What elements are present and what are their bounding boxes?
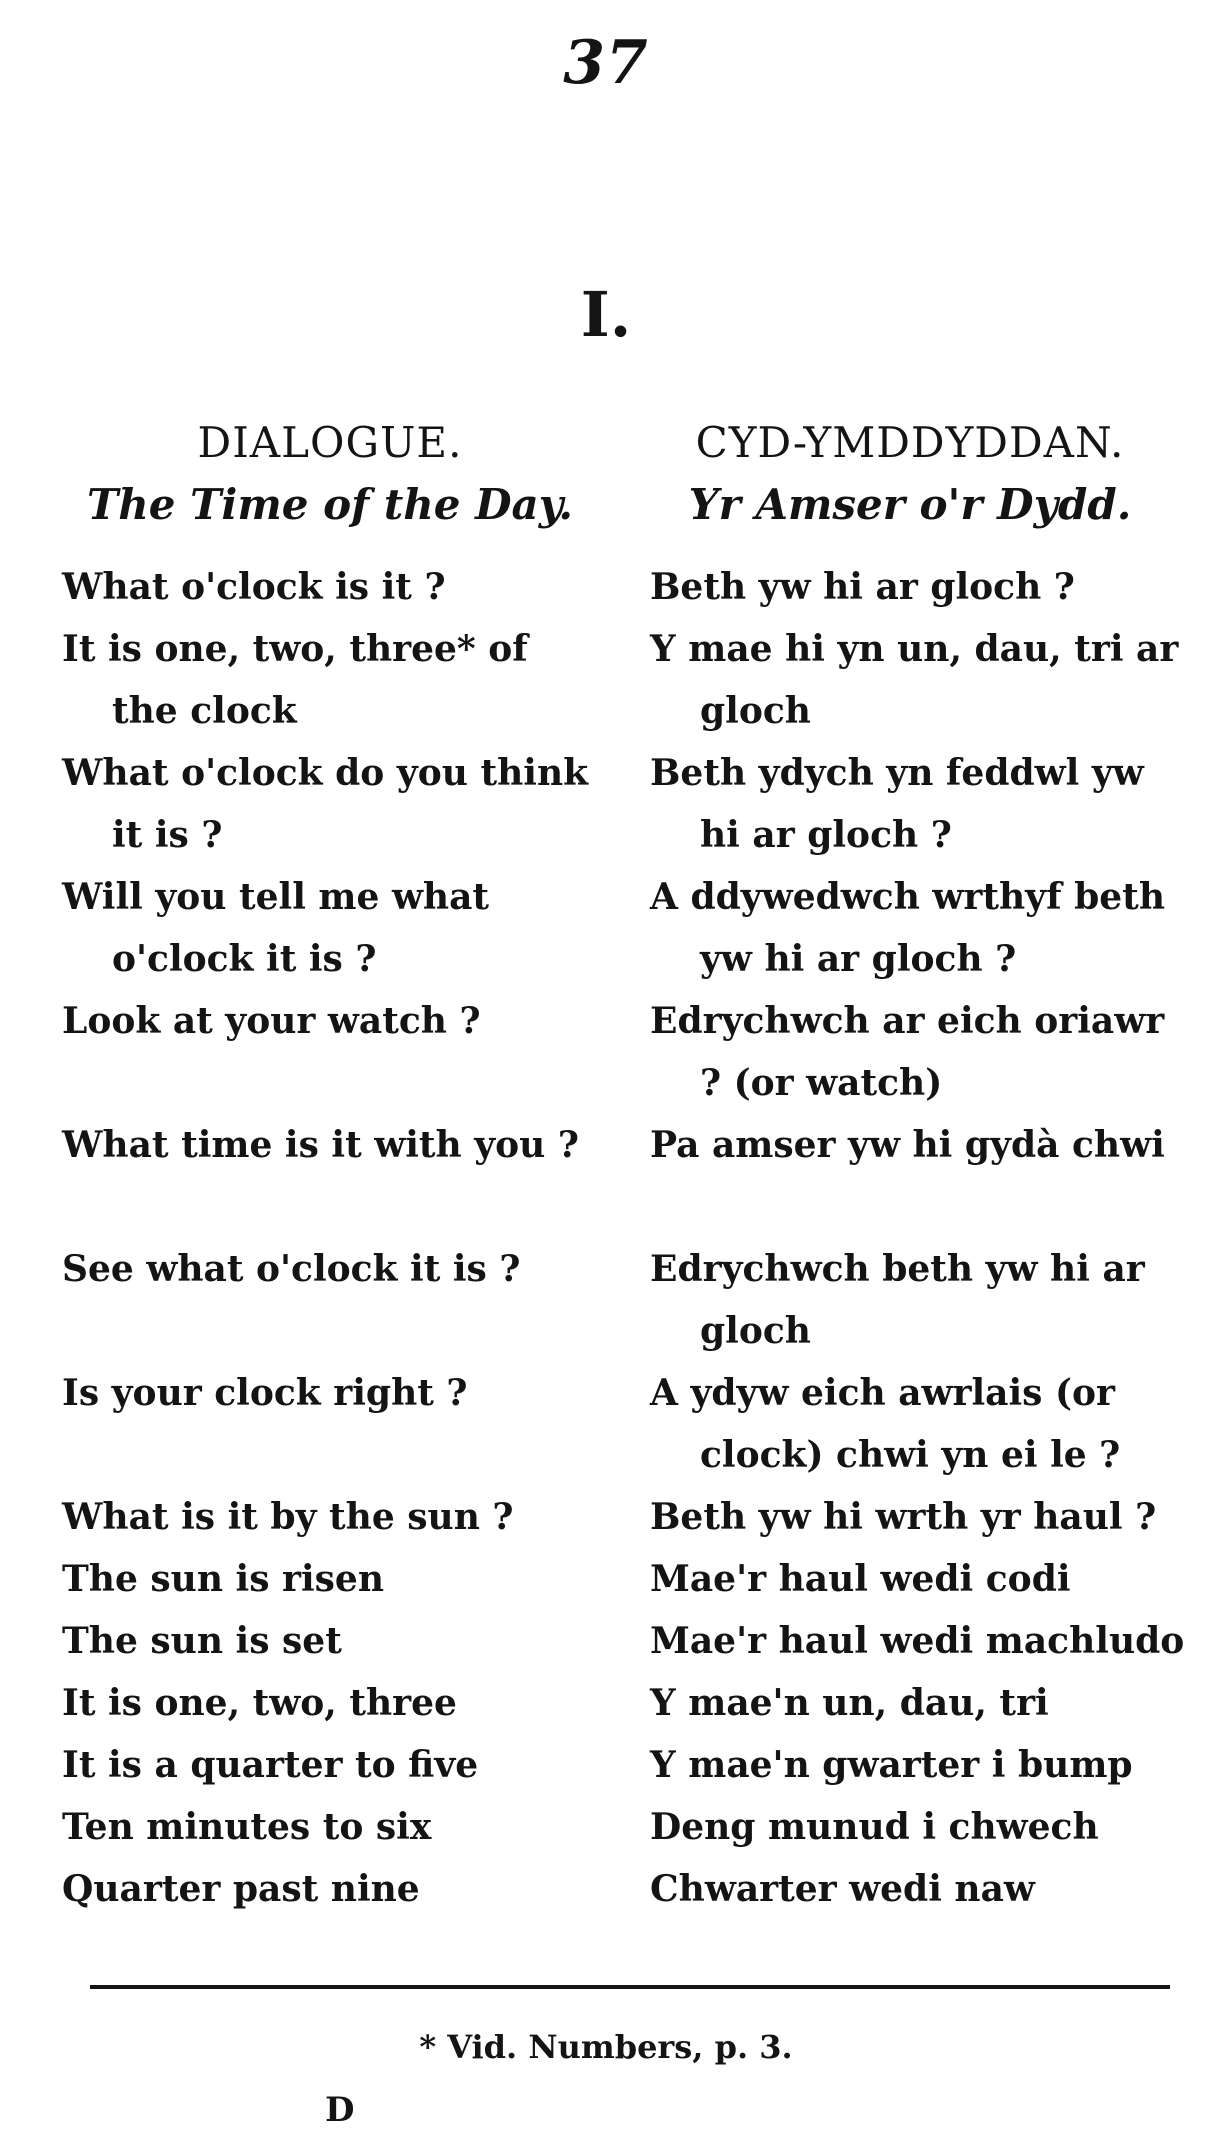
welsh-phrase: Beth ydych yn feddwl yw hi ar gloch ? <box>650 752 1144 856</box>
welsh-column-subheading: Yr Amser o'r Dydd. <box>688 480 1132 529</box>
english-column-heading: DIALOGUE. <box>197 418 463 467</box>
english-phrase: The sun is set <box>62 1620 342 1662</box>
welsh-phrase: Deng munud i chwech <box>650 1806 1099 1848</box>
english-phrase: Ten minutes to six <box>62 1806 432 1848</box>
welsh-phrase: Beth yw hi wrth yr haul ? <box>650 1496 1157 1538</box>
english-column-subheading: The Time of the Day. <box>87 480 573 529</box>
welsh-phrase: A ddywedwch wrthyf beth yw hi ar gloch ? <box>650 876 1165 980</box>
english-phrase: The sun is risen <box>62 1558 385 1600</box>
signature-mark: D <box>325 2090 355 2130</box>
english-phrase: Will you tell me what o'clock it is ? <box>62 876 490 980</box>
english-phrase: What is it by the sun ? <box>62 1496 514 1538</box>
welsh-phrase: Mae'r haul wedi codi <box>650 1558 1071 1600</box>
welsh-phrase: Y mae'n gwarter i bump <box>650 1744 1133 1786</box>
welsh-phrase: Beth yw hi ar gloch ? <box>650 566 1075 608</box>
english-phrase: What o'clock is it ? <box>62 566 446 608</box>
footnote: * Vid. Numbers, p. 3. <box>419 2028 793 2066</box>
welsh-phrase: A ydyw eich awrlais (or clock) chwi yn ei le ? <box>650 1372 1121 1476</box>
english-phrase: It is a quarter to five <box>62 1744 479 1786</box>
english-phrase: It is one, two, three <box>62 1682 457 1724</box>
welsh-phrase: Y mae'n un, dau, tri <box>650 1682 1049 1724</box>
english-phrase: What o'clock do you think it is ? <box>62 752 589 856</box>
english-phrase: Quarter past nine <box>62 1868 420 1910</box>
section-numeral: I. <box>580 278 632 351</box>
footnote-rule <box>90 1985 1170 1989</box>
welsh-phrase: Pa amser yw hi gydà chwi <box>650 1124 1165 1166</box>
welsh-phrase: Chwarter wedi naw <box>650 1868 1035 1910</box>
english-phrase: Is your clock right ? <box>62 1372 468 1414</box>
welsh-column-heading: CYD-YMDDYDDAN. <box>695 418 1125 467</box>
english-phrase: What time is it with you ? <box>62 1124 579 1166</box>
english-phrase: See what o'clock it is ? <box>62 1248 521 1290</box>
welsh-phrase: Edrychwch beth yw hi ar gloch <box>650 1248 1145 1352</box>
english-phrase: It is one, two, three* of the clock <box>62 628 528 732</box>
welsh-phrase: Y mae hi yn un, dau, tri ar gloch <box>650 628 1179 732</box>
welsh-phrase: Edrychwch ar eich oriawr ? (or watch) <box>650 1000 1165 1104</box>
welsh-phrase: Mae'r haul wedi machludo <box>650 1620 1185 1662</box>
english-phrase: Look at your watch ? <box>62 1000 481 1042</box>
page-number: 37 <box>563 28 649 98</box>
